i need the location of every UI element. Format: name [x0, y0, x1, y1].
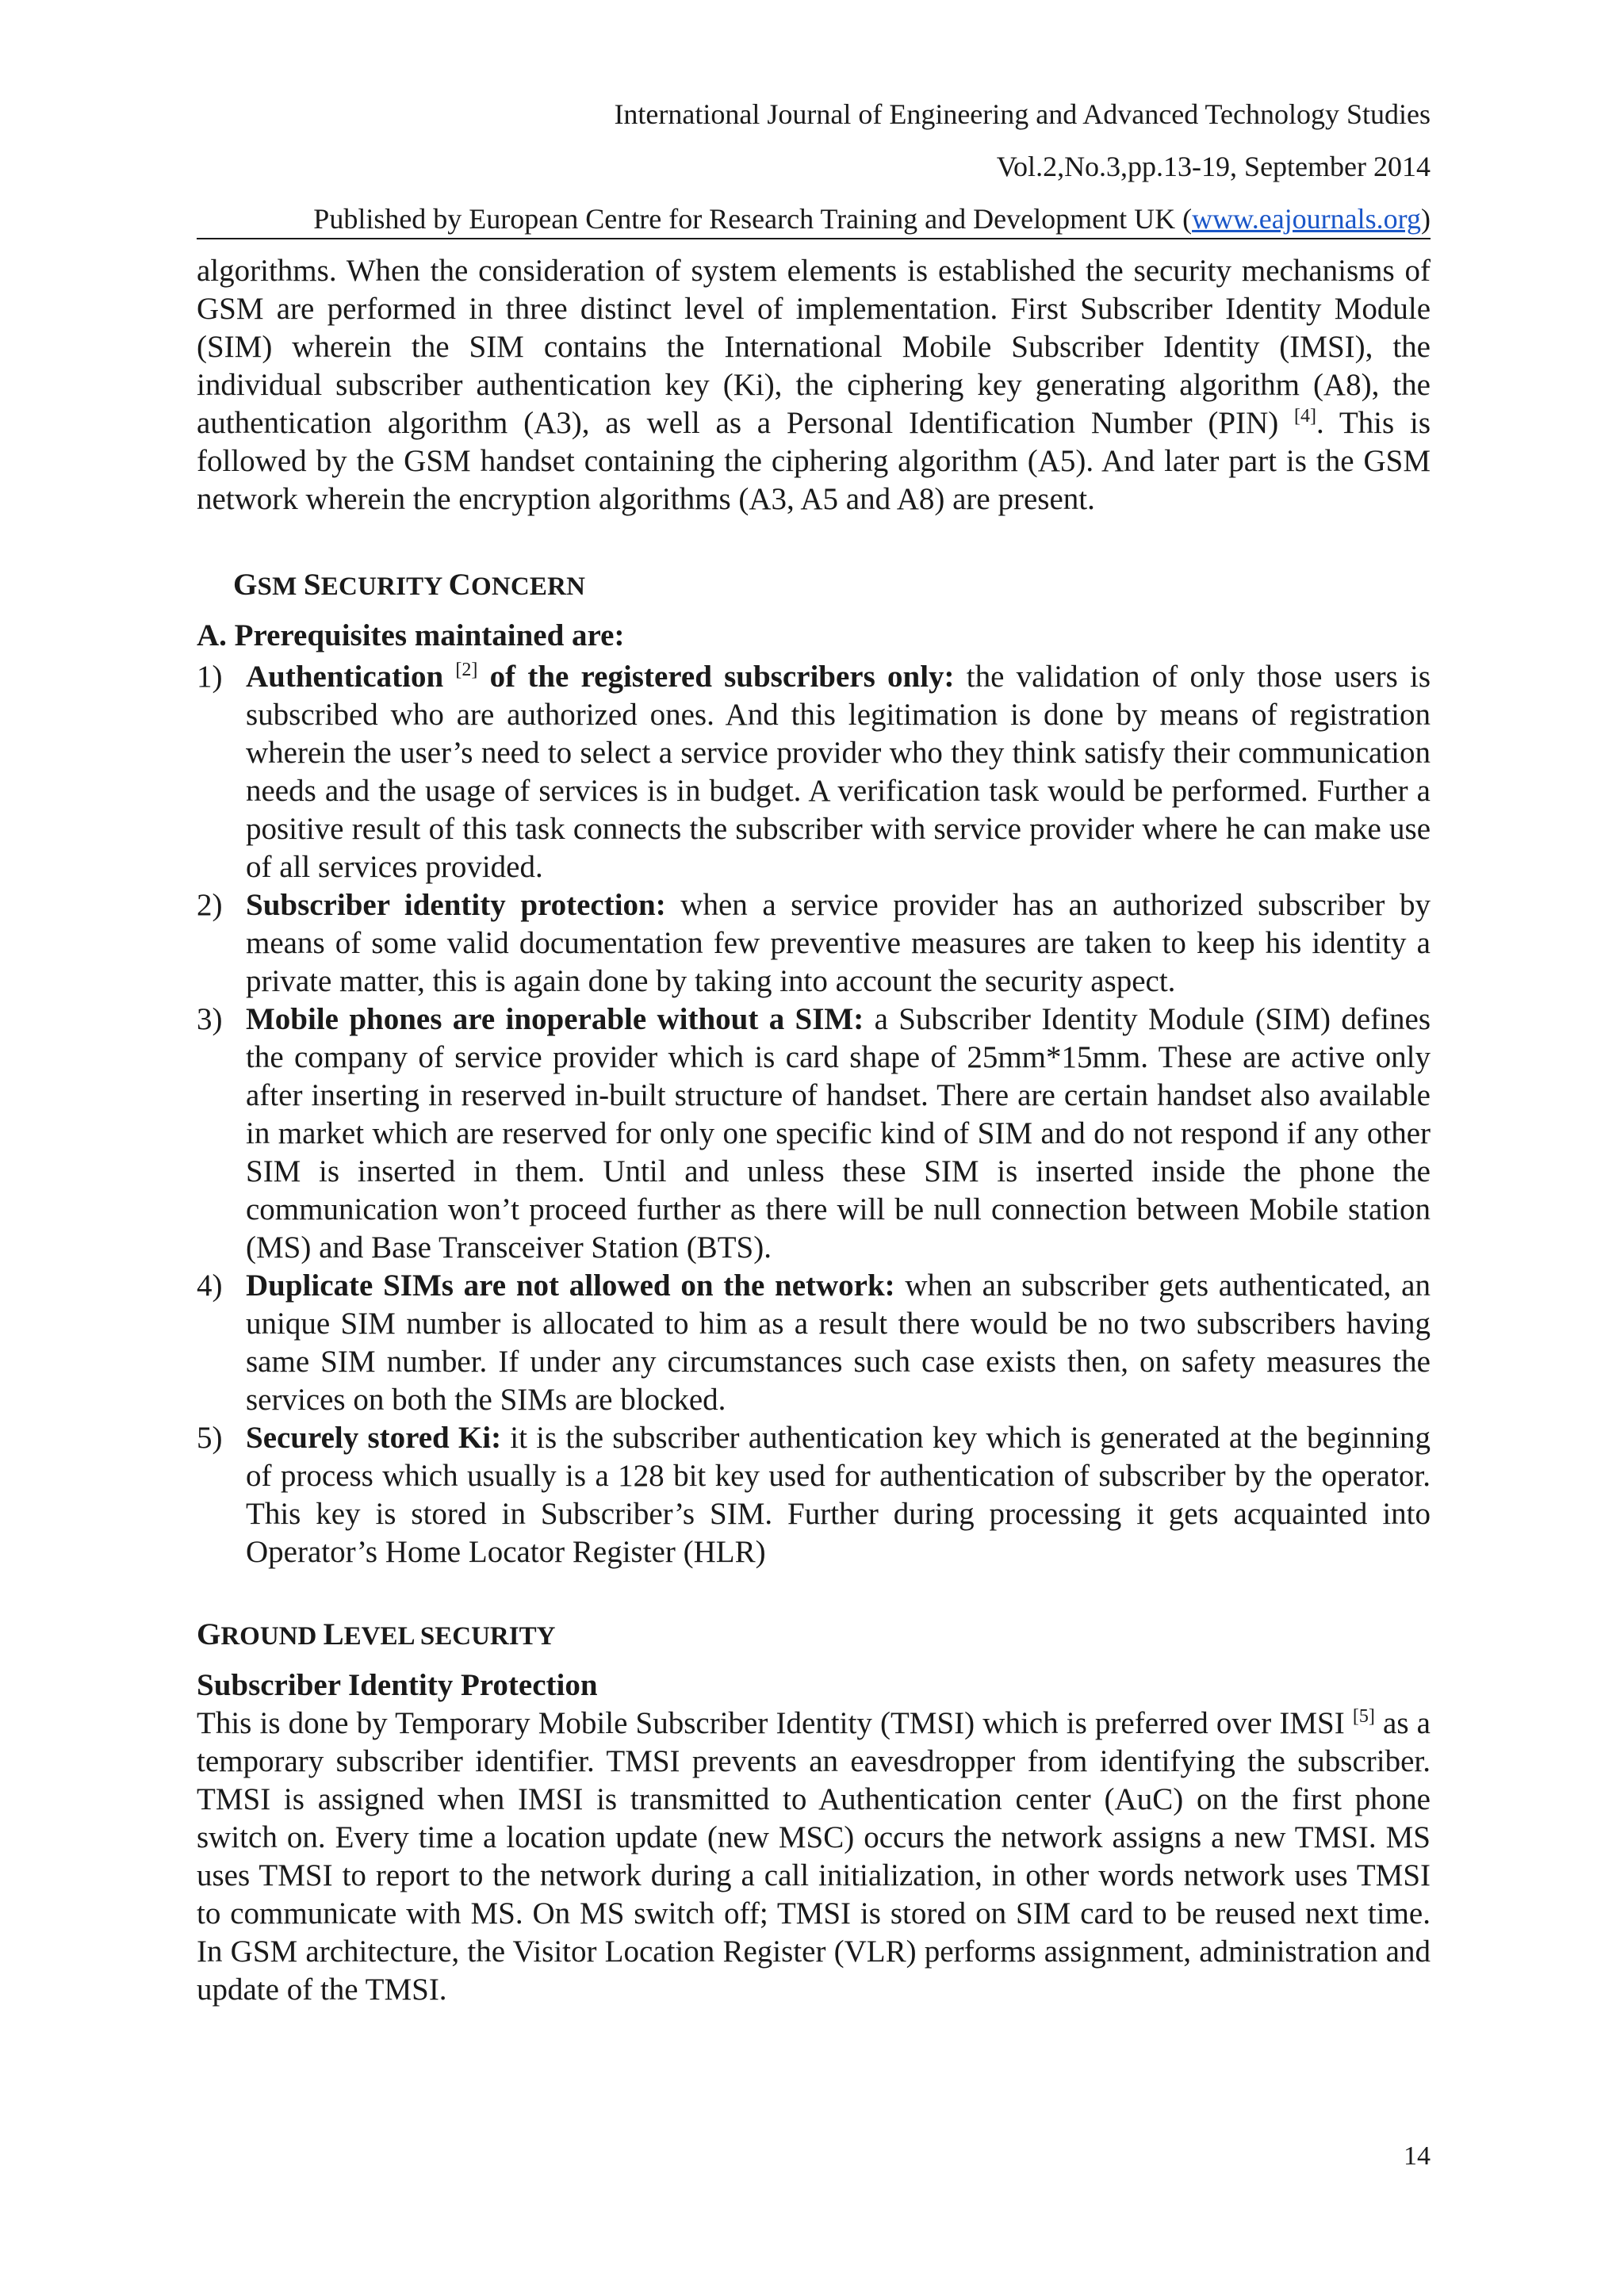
item-number: 2) [197, 888, 223, 922]
list-item [197, 658, 1431, 886]
item-bold-title: Securely stored Ki: [246, 1421, 502, 1455]
page-number: 14 [1404, 2141, 1431, 2171]
heading-text: ONCERN [471, 572, 586, 601]
citation-4: [4] [1294, 406, 1317, 427]
item-number: 1) [197, 660, 223, 694]
subheading-prerequisites: A. Prerequisites maintained are: [197, 618, 625, 652]
item-bold-title: Authentication [246, 660, 444, 694]
item-number: 4) [197, 1269, 223, 1303]
item-bold-title: Mobile phones are inoperable without a SIM: [246, 1002, 864, 1036]
main-content [197, 252, 1431, 2009]
item-bold-title: of the registered subscribers only: [477, 660, 955, 694]
publisher-link[interactable]: www.eajournals.org [1192, 203, 1421, 235]
tmsi-text-1: This is done by Temporary Mobile Subscriber Identity (TMSI) which is preferred over IMSI [197, 1706, 1353, 1740]
item-bold-title: Duplicate SIMs are not allowed on the network: [246, 1269, 895, 1303]
section-heading-ground-level-security [197, 1616, 1431, 1655]
section-heading-gsm-security-concern [233, 566, 1431, 606]
item-number: 3) [197, 1002, 223, 1036]
heading-text: SM [257, 572, 304, 601]
heading-text: ECURITY [320, 572, 449, 601]
heading-letter: G [233, 568, 258, 602]
item-text: when a service provider has an authorized subscriber by means of some valid documentation few preventive measures are taken to keep his identity a private matter, this is again done by taking into account the security aspect. [246, 888, 1431, 998]
item-text: it is the subscriber authentication key which is generated at the beginning of process which usually is a 128 bit key used for authentication of subscriber by the operator. This key is stored in Subscriber’s SIM. Further during processing it gets acquainted into Operator’s Home Locator Register (HLR) [246, 1421, 1431, 1569]
item-number: 5) [197, 1421, 223, 1455]
list-item [197, 1001, 1431, 1267]
volume-info: Vol.2,No.3,pp.13-19, September 2014 [996, 151, 1431, 182]
intro-text-2: . This is followed by the GSM handset containing the ciphering algorithm (A5). And later part is the GSM network wherein the encryption algorithms (A3, A5 and A8) are present. [197, 406, 1431, 516]
heading-letter: G [197, 1617, 221, 1651]
intro-paragraph [197, 252, 1431, 519]
list-item [197, 1419, 1431, 1571]
heading-letter: L [323, 1617, 344, 1651]
heading-text: ROUND [220, 1622, 324, 1651]
citation-2: [2] [455, 660, 478, 680]
heading-letter: C [448, 568, 471, 602]
intro-text-1: algorithms. When the consideration of system elements is established the security mechanisms of GSM are performed in three distinct level of implementation. First Subscriber Identity Module (SIM) wherein the SIM contains the International Mobile Subscriber Identity (IMSI), the individual subscriber authentication key (Ki), the ciphering key generating algorithm (A8), the authentication algorithm (A3), as well as a Personal Identification Number (PIN) [197, 254, 1431, 440]
heading-letter: S [303, 568, 321, 602]
prerequisites-list [197, 658, 1431, 1571]
tmsi-text-2: as a temporary subscriber identifier. TMSI prevents an eavesdropper from identifying the subscriber. TMSI is assigned when IMSI is transmitted to Authentication center (AuC) on the first phone switch on. Every time a location update (new MSC) occurs the network assigns a new TMSI. MS uses TMSI to report to the network during a call initialization, in other words network uses TMSI to communicate with MS. On MS switch off; TMSI is stored on SIM card to be reused next time. In GSM architecture, the Visitor Location Register (VLR) performs assignment, administration and update of the TMSI. [197, 1706, 1431, 2007]
heading-text: EVEL SECURITY [343, 1622, 556, 1651]
item-text: a Subscriber Identity Module (SIM) defines the company of service provider which is card shape of 25mm*15mm. These are active only after inserting in reserved in-built structure of handset. There are certain handset also available in market which are reserved for only one specific kind of SIM and do not respond if any other SIM is inserted in them. Until and unless these SIM is inserted inside the phone the communication won’t proceed further as there will be null connection between Mobile station (MS) and Base Transceiver Station (BTS). [246, 1002, 1431, 1265]
citation-5: [5] [1352, 1706, 1375, 1727]
publisher-line [197, 201, 1431, 239]
list-item [197, 886, 1431, 1001]
item-bold-title: Subscriber identity protection: [246, 888, 666, 922]
publisher-suffix: ) [1421, 203, 1431, 235]
item-text: when an subscriber gets authenticated, an unique SIM number is allocated to him as a result there would be no two subscribers having same SIM number. If under any circumstances such case exists then, on safety measures the services on both the SIMs are blocked. [246, 1269, 1431, 1417]
tmsi-paragraph [197, 1705, 1431, 2009]
item-text: the validation of only those users is subscribed who are authorized ones. And this legitimation is done by means of registration wherein the user’s need to select a service provider who they think satisfy their communication needs and the usage of services is in budget. A verification task would be performed. Further a positive result of this task connects the subscriber with service provider where he can make use of all services provided. [246, 660, 1431, 884]
list-item [197, 1267, 1431, 1419]
subheading-subscriber-identity-protection: Subscriber Identity Protection [197, 1668, 598, 1702]
journal-title: International Journal of Engineering and Advanced Technology Studies [614, 98, 1431, 130]
publisher-prefix: Published by European Centre for Research Training and Development UK ( [313, 203, 1193, 235]
